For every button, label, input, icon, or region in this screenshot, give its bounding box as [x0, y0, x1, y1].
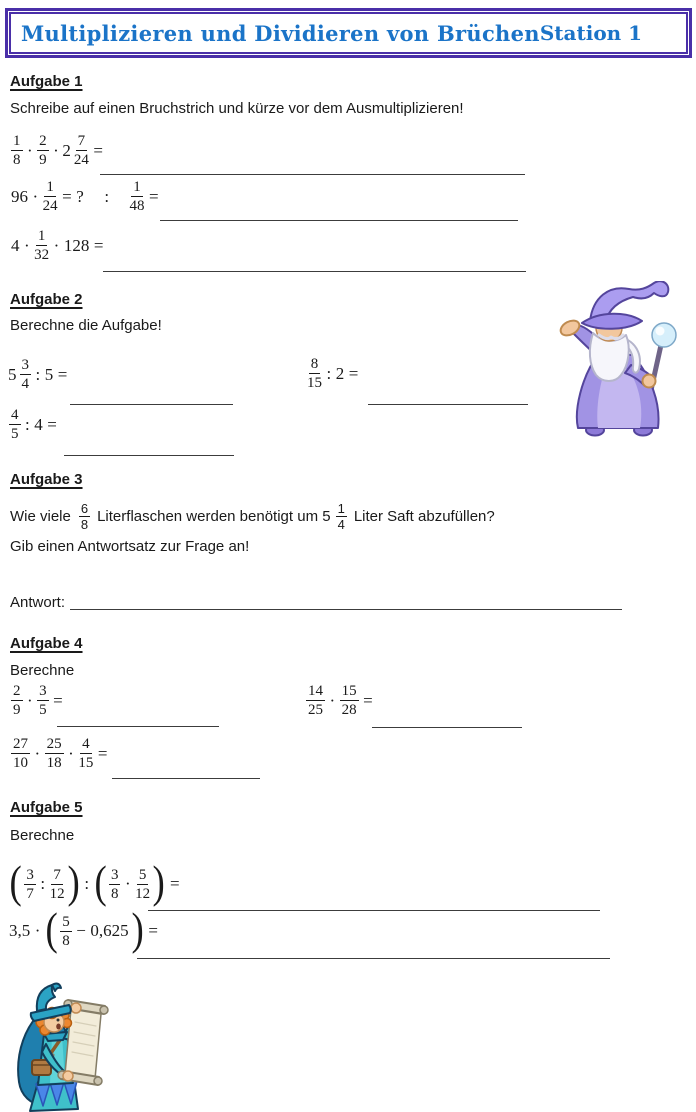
equation-a4-1: $\frac{2}{9}$ · $\frac{3}{5}$ = [13, 683, 63, 718]
task2-description: Berechne die Aufgabe! [10, 317, 162, 334]
answer-line-a5-1 [148, 910, 600, 911]
task3-question: Wie viele $\frac{6}{8}$ Literflaschen werden benötigt um 5 $\frac{1}{4}$ Liter Saft abzufüllen? [10, 500, 495, 532]
station-label: Station 1 [539, 21, 643, 45]
equation-a4-3: $\frac{27}{10}$ · $\frac{25}{18}$ · $\frac{4}{15}$ = [13, 736, 108, 771]
answer-line-a5-2 [137, 958, 610, 959]
answer-line-a2-1 [70, 404, 233, 405]
wizard-image [543, 281, 693, 439]
equation-a2-3: $\frac{4}{5}$ : 4 = [11, 407, 57, 442]
answer-line-a2-3 [64, 455, 234, 456]
answer-line-a4-2 [372, 727, 522, 728]
equation-a4-2: $\frac{14}{25}$ · $\frac{15}{28}$ = [308, 683, 373, 718]
equation-a2-2: $\frac{8}{15}$ : 2 = [307, 356, 359, 391]
equation-a1-3: 4 · $\frac{1}{32}$ · 128 = [11, 228, 104, 263]
task3-heading: Aufgabe 3 [10, 471, 83, 488]
answer-line-a4-3 [112, 778, 260, 779]
task1-description: Schreibe auf einen Bruchstrich und kürze vor dem Ausmultiplizieren! [10, 100, 464, 117]
task3-instruction: Gib einen Antwortsatz zur Frage an! [10, 538, 250, 555]
answer-line-antwort [70, 609, 622, 610]
answer-line-a1-2 [160, 220, 518, 221]
equation-a5-1: ( $\frac{3}{7}$ : $\frac{7}{12}$ ) : ( $\frac{3}{8}$ · $\frac{5}{12}$ ) = [9, 856, 180, 907]
task2-heading: Aufgabe 2 [10, 291, 83, 308]
answer-line-a1-1 [100, 174, 525, 175]
answer-line-a1-3 [103, 271, 526, 272]
header-inner-frame [9, 12, 688, 54]
task4-description: Berechne [10, 662, 75, 679]
answer-line-a2-2 [368, 404, 528, 405]
equation-a1-2: 96 · $\frac{1}{24}$ = ? : $\frac{1}{48}$ = [11, 179, 159, 214]
page-title: Multiplizieren und Dividieren von Brüchen [21, 20, 540, 46]
task4-heading: Aufgabe 4 [10, 635, 83, 652]
header-frame [5, 8, 692, 58]
task5-description: Berechne [10, 827, 75, 844]
equation-a5-2: 3,5 · ( $\frac{5}{8}$ − 0,625 ) = [9, 903, 159, 954]
equation-a1-1: $\frac{1}{8}$ · $\frac{2}{9}$ · 2 $\frac{7}{24}$ = [13, 133, 103, 168]
task5-heading: Aufgabe 5 [10, 799, 83, 816]
equation-a2-1: 5 $\frac{3}{4}$ : 5 = [8, 357, 68, 392]
scroll-reader-image [12, 982, 124, 1112]
answer-line-a4-1 [57, 726, 219, 727]
answer-label: Antwort: [10, 594, 66, 611]
task1-heading: Aufgabe 1 [10, 73, 83, 90]
